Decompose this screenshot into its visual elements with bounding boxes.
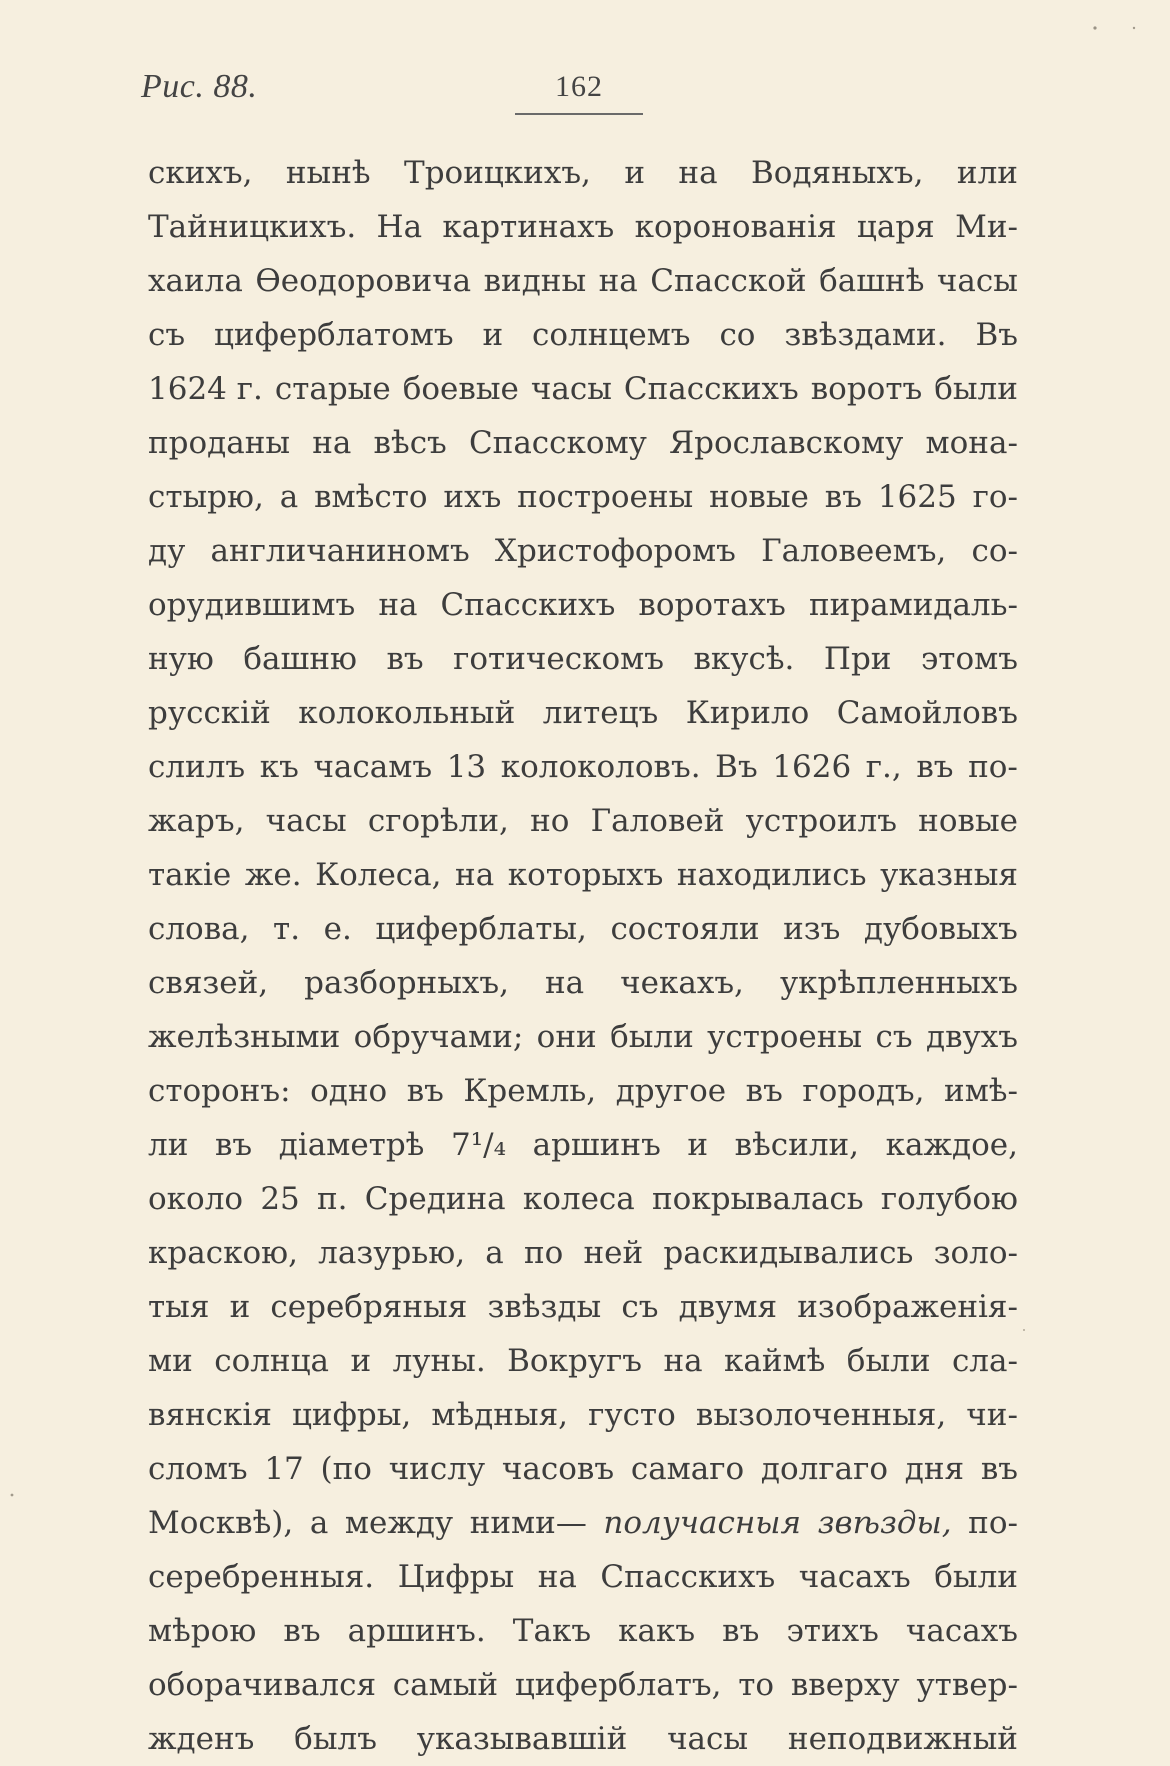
word: жаръ,	[148, 803, 245, 839]
text-line	[148, 632, 1018, 686]
text-line	[148, 1172, 1018, 1226]
word: часахъ	[798, 1559, 911, 1595]
word: Христофоромъ	[494, 533, 736, 569]
word: вѣсъ	[373, 425, 447, 461]
word: 1625	[877, 479, 957, 515]
word: мѣдныя,	[431, 1397, 568, 1433]
word: на	[312, 425, 352, 461]
word: между	[344, 1505, 454, 1541]
word: желѣзными	[148, 1019, 341, 1055]
word: тыя	[148, 1289, 210, 1325]
word: коронованія	[634, 209, 837, 245]
text-line	[148, 956, 1018, 1010]
text-line	[148, 1604, 1018, 1658]
word: къ	[259, 749, 299, 785]
word: мѣрою	[148, 1613, 257, 1649]
word: на	[678, 155, 718, 191]
word: каждое,	[885, 1127, 1018, 1163]
text-line	[148, 416, 1018, 470]
word: съ	[875, 1019, 913, 1055]
word: въ	[406, 1073, 444, 1109]
word: но	[530, 803, 570, 839]
word: укрѣпленныхъ	[779, 965, 1018, 1001]
word: съ	[621, 1289, 659, 1325]
word: сторонъ:	[148, 1073, 291, 1109]
word: вянскія	[148, 1397, 272, 1433]
word: устроены	[707, 1019, 863, 1055]
text-line	[148, 146, 1018, 200]
word: При	[823, 641, 892, 677]
word: построены	[517, 479, 694, 515]
word: изображенія-	[797, 1289, 1018, 1325]
word: а	[279, 479, 299, 515]
text-line	[148, 1496, 1018, 1550]
word: былъ	[294, 1721, 377, 1757]
text-line	[148, 1658, 1018, 1712]
speck	[1133, 27, 1135, 29]
word: Ми-	[955, 209, 1018, 245]
text-line	[148, 362, 1018, 416]
word: этомъ	[920, 641, 1018, 677]
word: Спасскихъ	[600, 1559, 776, 1595]
word: въ	[214, 1127, 253, 1163]
word: по	[523, 1235, 564, 1271]
word: Ѳеодоровича	[255, 263, 472, 299]
body-text	[148, 146, 1018, 1766]
word: сгорѣли,	[367, 803, 509, 839]
word: такіе	[148, 857, 232, 893]
word: самый	[392, 1667, 499, 1703]
word: 13	[446, 749, 487, 785]
text-line	[148, 254, 1018, 308]
word: городъ,	[802, 1073, 925, 1109]
word: на	[378, 587, 418, 623]
word: и	[687, 1127, 709, 1163]
word: густо	[588, 1397, 676, 1433]
word: и	[482, 317, 504, 353]
word: то	[738, 1667, 775, 1703]
word: были	[846, 1343, 931, 1379]
word: имѣ-	[944, 1073, 1018, 1109]
speck	[1023, 1329, 1025, 1331]
text-line	[148, 740, 1018, 794]
word: слилъ	[148, 749, 246, 785]
word: воротахъ	[638, 587, 786, 623]
word: а	[485, 1235, 504, 1271]
word: ихъ	[443, 479, 502, 515]
word: состояли	[610, 911, 760, 947]
word: го-	[972, 479, 1018, 515]
text-line	[148, 1280, 1018, 1334]
word: царя	[856, 209, 935, 245]
word: хаила	[148, 263, 243, 299]
word: лазурью,	[318, 1235, 466, 1271]
word: стырю,	[148, 479, 264, 515]
word: золо-	[933, 1235, 1018, 1271]
word: они	[536, 1019, 597, 1055]
word: вызолоченныя,	[695, 1397, 947, 1433]
word: а	[309, 1505, 329, 1541]
word: каймѣ	[724, 1343, 826, 1379]
word: Колеса,	[315, 857, 442, 893]
text-line	[148, 686, 1018, 740]
header-rule	[515, 113, 643, 115]
word: серебренныя.	[148, 1559, 375, 1595]
word: новые	[918, 803, 1018, 839]
word: въ	[722, 1613, 760, 1649]
word: въ	[980, 1451, 1018, 1487]
word: устроилъ	[745, 803, 897, 839]
word: п.	[317, 1181, 348, 1217]
word: ней	[583, 1235, 644, 1271]
word: Въ	[715, 749, 758, 785]
word: Такъ	[512, 1613, 592, 1649]
word: одно	[310, 1073, 388, 1109]
word: въ	[283, 1613, 321, 1649]
word: и	[350, 1343, 372, 1379]
word: г.,	[865, 749, 902, 785]
word: колеса	[522, 1181, 635, 1217]
word: раскидывались	[663, 1235, 914, 1271]
word: самаго	[630, 1451, 745, 1487]
word: утвер-	[916, 1667, 1018, 1703]
word: Самойловъ	[836, 695, 1018, 731]
word: Спасскихъ	[440, 587, 616, 623]
word: Галовей	[590, 803, 725, 839]
text-line	[148, 1064, 1018, 1118]
word: видны	[483, 263, 587, 299]
word: Тайницкихъ.	[148, 209, 357, 245]
text-line	[148, 902, 1018, 956]
word: на	[455, 857, 495, 893]
word: Въ	[975, 317, 1018, 353]
word: Москвѣ),	[148, 1505, 294, 1541]
text-line	[148, 1010, 1018, 1064]
word: часамъ	[313, 749, 433, 785]
word: 17	[264, 1451, 304, 1487]
word: Кирило	[685, 695, 810, 731]
word: были	[610, 1019, 694, 1055]
word: дня	[904, 1451, 965, 1487]
word: въ	[386, 641, 424, 677]
word: съ	[148, 317, 186, 353]
word: аршинъ	[532, 1127, 661, 1163]
word: 1624 г.	[148, 371, 263, 407]
word: луны.	[392, 1343, 486, 1379]
word: которыхъ	[507, 857, 664, 893]
word: е.	[323, 911, 352, 947]
word: Троицкихъ,	[404, 155, 591, 191]
word: серебряныя	[270, 1289, 468, 1325]
text-line	[148, 578, 1018, 632]
word: часы	[936, 263, 1018, 299]
word: на	[544, 965, 585, 1001]
word: картинахъ	[442, 209, 615, 245]
word: цифры,	[292, 1397, 412, 1433]
page-number: 162	[555, 70, 603, 103]
text-line	[148, 1388, 1018, 1442]
word: часы	[530, 371, 612, 407]
text-line	[148, 1712, 1018, 1766]
word: были	[934, 1559, 1018, 1595]
word: ду	[148, 533, 186, 569]
word: находились	[676, 857, 867, 893]
word: покрывалась	[652, 1181, 864, 1217]
text-line	[148, 524, 1018, 578]
word: изъ	[783, 911, 841, 947]
word: вмѣсто	[314, 479, 428, 515]
word: сла-	[951, 1343, 1018, 1379]
figure-label: Рис. 88.	[141, 68, 258, 105]
word: 7¹/₄	[450, 1127, 506, 1163]
word: діаметрѣ	[278, 1127, 425, 1163]
word: Цифры	[397, 1559, 515, 1595]
word: часы	[667, 1721, 749, 1757]
word: и	[624, 155, 645, 191]
word: 25	[260, 1181, 300, 1217]
text-line	[148, 1334, 1018, 1388]
word: голубою	[880, 1181, 1018, 1217]
word: литецъ	[542, 695, 659, 731]
word: воротъ	[810, 371, 923, 407]
word: вкусѣ.	[693, 641, 795, 677]
word: колокольный	[298, 695, 516, 731]
text-line	[148, 794, 1018, 848]
word: на	[537, 1559, 577, 1595]
word: жденъ	[148, 1721, 255, 1757]
word: Галовеемъ,	[761, 533, 947, 569]
word: около	[148, 1181, 244, 1217]
word: краскою,	[148, 1235, 298, 1271]
word: часы	[265, 803, 347, 839]
text-line	[148, 1118, 1018, 1172]
word: по-	[968, 749, 1018, 785]
word: ними—	[469, 1505, 587, 1541]
word: дубовыхъ	[863, 911, 1018, 947]
word: сломъ	[148, 1451, 248, 1487]
word: Вокругъ	[507, 1343, 642, 1379]
word: ми	[148, 1343, 193, 1379]
word: англичаниномъ	[210, 533, 470, 569]
word: Спасскихъ	[623, 371, 799, 407]
word: звѣзды	[487, 1289, 602, 1325]
word: звѣзды,	[817, 1505, 952, 1541]
word: Средина	[364, 1181, 506, 1217]
word: ли	[148, 1127, 189, 1163]
word: башню	[243, 641, 357, 677]
word: башнѣ	[819, 263, 925, 299]
word: неподвижный	[787, 1721, 1018, 1757]
word: проданы	[148, 425, 291, 461]
word: другое	[615, 1073, 727, 1109]
word: Спасской	[650, 263, 807, 299]
text-line	[148, 1442, 1018, 1496]
word: т.	[273, 911, 301, 947]
word: указныя	[880, 857, 1018, 893]
word: указывавшій	[416, 1721, 628, 1757]
word: циферблатомъ	[214, 317, 454, 353]
word: 1626	[772, 749, 852, 785]
word: разборныхъ,	[304, 965, 509, 1001]
word: двухъ	[925, 1019, 1018, 1055]
word: циферблатъ,	[514, 1667, 722, 1703]
word: (по	[320, 1451, 372, 1487]
word: на	[663, 1343, 703, 1379]
word: со-	[971, 533, 1018, 569]
speck	[11, 1494, 14, 1497]
text-line	[148, 470, 1018, 524]
word: На	[376, 209, 423, 245]
text-line	[148, 200, 1018, 254]
word: и	[229, 1289, 251, 1325]
word: какъ	[618, 1613, 696, 1649]
word: числу	[388, 1451, 486, 1487]
text-line	[148, 848, 1018, 902]
word: солнцемъ	[532, 317, 691, 353]
word: вѣсили,	[734, 1127, 860, 1163]
word: Спасскому	[468, 425, 647, 461]
word: или	[956, 155, 1018, 191]
word: со	[719, 317, 756, 353]
word: связей,	[148, 965, 269, 1001]
word: Ярославскому	[669, 425, 904, 461]
word: мона-	[925, 425, 1018, 461]
word: вверху	[790, 1667, 900, 1703]
word: русскій	[148, 695, 271, 731]
word: часовъ	[501, 1451, 615, 1487]
text-line	[148, 1550, 1018, 1604]
word: двумя	[678, 1289, 778, 1325]
word: были	[934, 371, 1018, 407]
word: чекахъ,	[620, 965, 744, 1001]
word: боевые	[402, 371, 519, 407]
word: Водяныхъ,	[751, 155, 924, 191]
word: циферблаты,	[375, 911, 587, 947]
word: звѣздами.	[784, 317, 947, 353]
word: аршинъ.	[347, 1613, 486, 1649]
text-line	[148, 1226, 1018, 1280]
word: ную	[148, 641, 214, 677]
word: старые	[274, 371, 391, 407]
speck	[1093, 26, 1096, 29]
word: чи-	[966, 1397, 1018, 1433]
word: Кремль,	[463, 1073, 597, 1109]
word: нынѣ	[285, 155, 371, 191]
word: слова,	[148, 911, 250, 947]
word: солнца	[214, 1343, 330, 1379]
word: оборачивался	[148, 1667, 377, 1703]
word: же.	[244, 857, 302, 893]
word: получасныя	[603, 1505, 802, 1541]
word: долгаго	[760, 1451, 888, 1487]
word: обручами;	[353, 1019, 524, 1055]
word: на	[598, 263, 638, 299]
word: въ	[824, 479, 862, 515]
word: орудившимъ	[148, 587, 356, 623]
word: въ	[916, 749, 954, 785]
word: колоколовъ.	[500, 749, 701, 785]
word: этихъ	[786, 1613, 879, 1649]
word: пирамидаль-	[808, 587, 1018, 623]
word: въ	[745, 1073, 783, 1109]
text-line	[148, 308, 1018, 362]
word: часахъ	[905, 1613, 1018, 1649]
word: новые	[709, 479, 809, 515]
word: по-	[968, 1505, 1018, 1541]
word: скихъ,	[148, 155, 253, 191]
word: готическомъ	[453, 641, 664, 677]
